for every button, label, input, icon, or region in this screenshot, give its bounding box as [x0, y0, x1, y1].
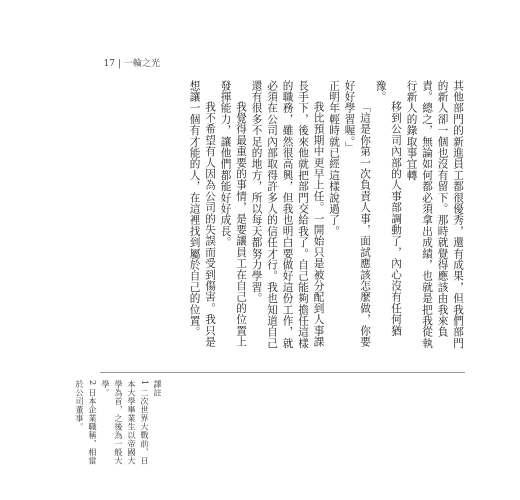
body-paragraph: 我比預期中更早上任。一開始只是被分配到人事課長手下，後來他就把部門交給我了。自己能夠擔任這樣的職務，雖然很高興，但我也明白要做好這份工作，就必須在公司內部取得許多人的信任才行。我也知道自己還有很多不足的地方，所以每天都努力學習。: [250, 80, 325, 349]
body-paragraph: 我覺得最重要的事情，是要讓員工在自己的位置上發揮能力，讓他們都能好好成長。: [219, 80, 247, 348]
main-text: [186, 80, 465, 358]
page-number: 17: [103, 59, 115, 69]
book-title: 一輪之光: [123, 59, 160, 69]
page-header: [103, 56, 160, 69]
note-item: 2 日本企業職稱，相當於公司董事。: [75, 380, 98, 465]
body-paragraph: 其他部門的新進員工都很優秀，還有成果，但我們部門的新人卻一個也沒有留下。那時就覺得應該由我來負責。總之，無論如何都必須拿出成績，也就是把我從執行新人的錄取事宜轉: [405, 80, 464, 349]
notes-divider: [100, 372, 465, 373]
body-paragraph: 移到公司內部的人事部調動了，內心沒有任何猶豫。: [374, 80, 402, 337]
body-paragraph: 「這是你第一次負責人事，面試應該怎麼做，你要好好學習喔。」: [343, 80, 371, 348]
body-paragraph: 正明年輕時就已經這樣說過了。: [328, 80, 340, 237]
note-item: 1 二次世界大戰前，日本大學畢業生以帝國大學為首，之後為一般大學。: [101, 380, 150, 465]
translator-notes: [73, 380, 164, 470]
body-paragraph: 我不希望有人因為公司的失誤而受到傷害。我只是想讓一個有才能的人，在這裡找到屬於自己的位置。: [188, 80, 216, 348]
notes-label: 譯註: [153, 380, 163, 397]
header-separator: |: [117, 59, 121, 69]
